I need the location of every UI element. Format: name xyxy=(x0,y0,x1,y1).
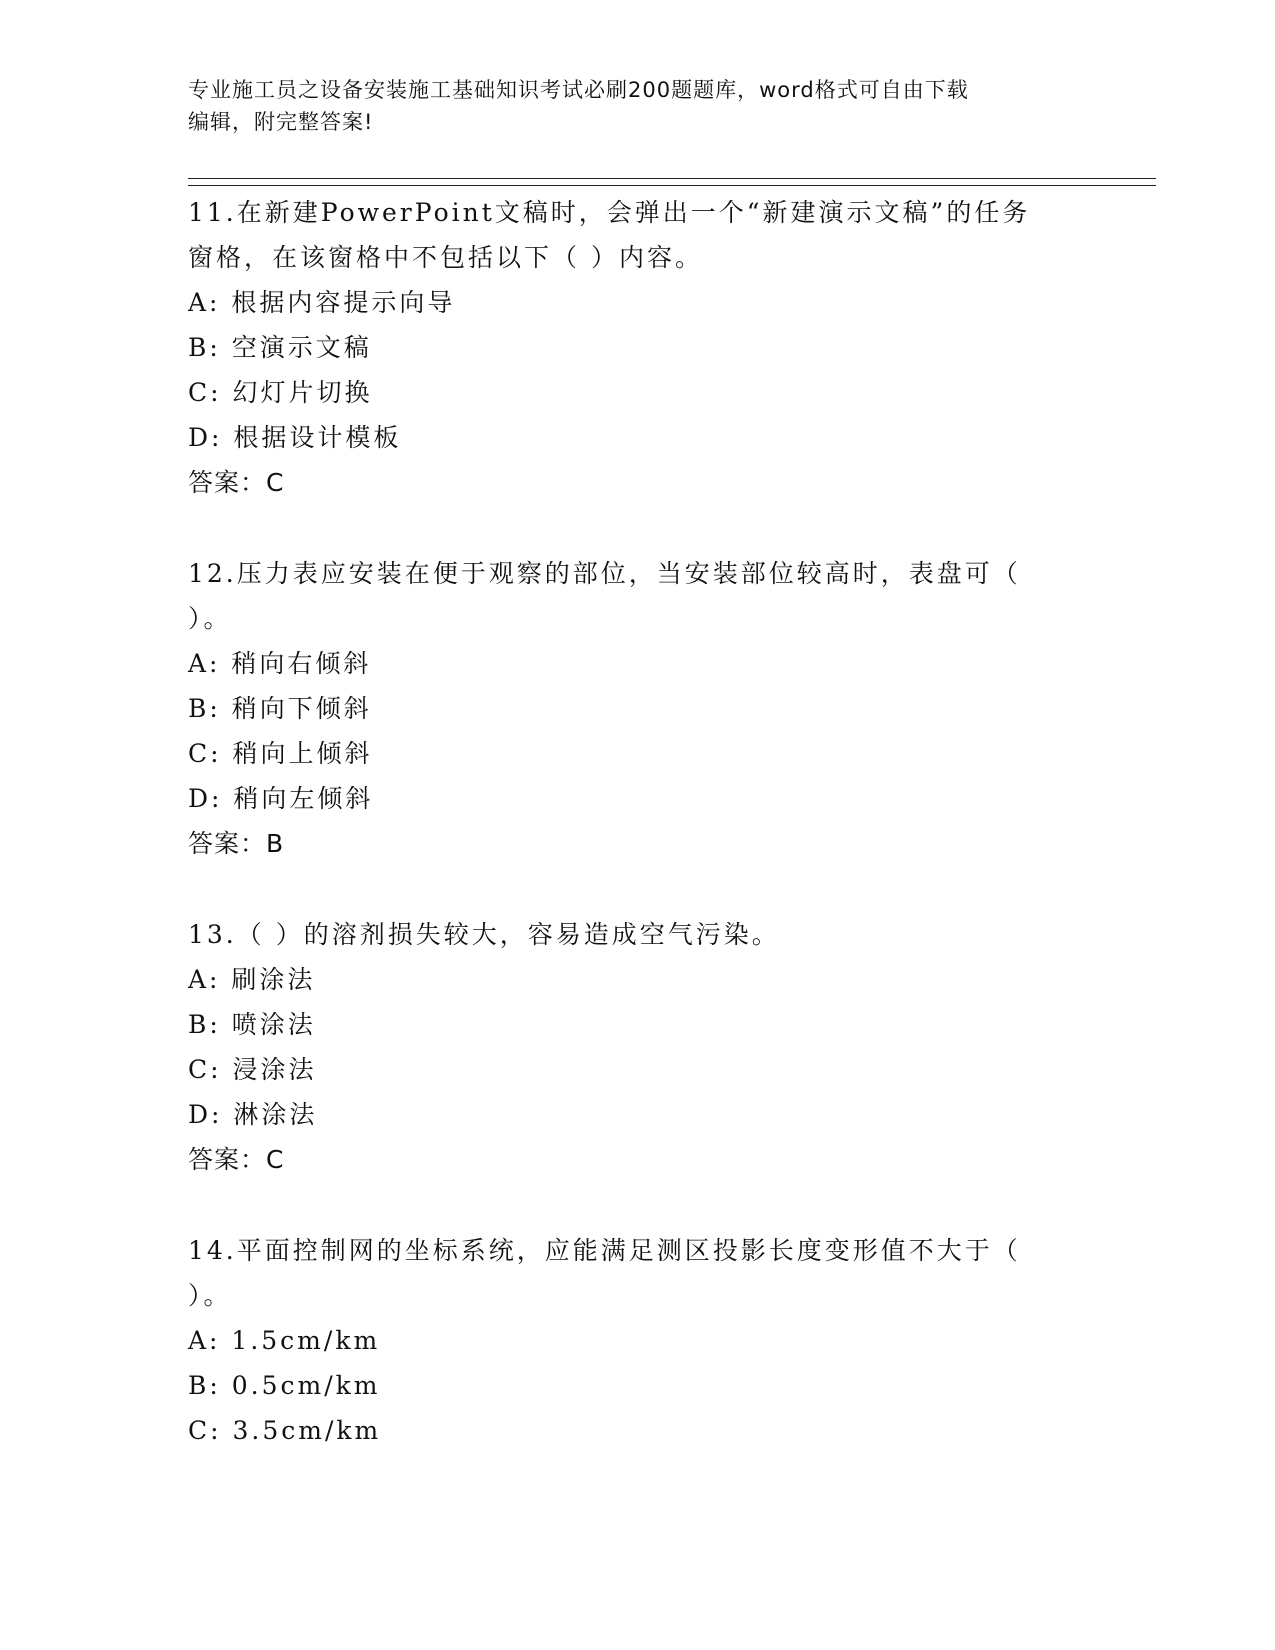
option-a: A: 刷涂法 xyxy=(188,965,316,994)
header-line-2: 编辑，附完整答案! xyxy=(188,110,374,134)
option-a: A: 1.5cm/km xyxy=(188,1326,381,1355)
question-13 xyxy=(188,912,1068,1182)
option-d: D: 根据设计模板 xyxy=(188,423,402,452)
option-c: C: 幻灯片切换 xyxy=(188,378,373,407)
question-14 xyxy=(188,1228,1068,1453)
option-b: B: 喷涂法 xyxy=(188,1010,316,1039)
answer: 答案：C xyxy=(188,1145,285,1174)
answer: 答案：B xyxy=(188,829,285,858)
header-divider xyxy=(188,178,1156,186)
header-line-1: 专业施工员之设备安装施工基础知识考试必刷200题题库，word格式可自由下载 xyxy=(188,78,969,102)
document-header xyxy=(188,74,1088,138)
option-c: C: 稍向上倾斜 xyxy=(188,739,373,768)
option-c: C: 浸涂法 xyxy=(188,1055,317,1084)
question-text-continued: 窗格，在该窗格中不包括以下（ ）内容。 xyxy=(188,243,703,272)
answer: 答案：C xyxy=(188,468,285,497)
question-text: 14.平面控制网的坐标系统，应能满足测区投影长度变形值不大于（ xyxy=(188,1236,1021,1265)
option-c: C: 3.5cm/km xyxy=(188,1416,382,1445)
option-d: D: 稍向左倾斜 xyxy=(188,784,374,813)
question-list xyxy=(188,190,1068,1499)
question-11 xyxy=(188,190,1068,505)
question-text: 11.在新建PowerPoint文稿时，会弹出一个“新建演示文稿”的任务 xyxy=(188,198,1031,227)
option-b: B: 稍向下倾斜 xyxy=(188,694,372,723)
question-text-continued: ）。 xyxy=(188,604,232,633)
option-b: B: 0.5cm/km xyxy=(188,1371,381,1400)
question-text-continued: ）。 xyxy=(188,1281,232,1310)
option-b: B: 空演示文稿 xyxy=(188,333,372,362)
question-text: 12.压力表应安装在便于观察的部位，当安装部位较高时，表盘可（ xyxy=(188,559,1021,588)
question-12 xyxy=(188,551,1068,866)
option-a: A: 稍向右倾斜 xyxy=(188,649,372,678)
option-a: A: 根据内容提示向导 xyxy=(188,288,456,317)
question-text: 13.（ ）的溶剂损失较大，容易造成空气污染。 xyxy=(188,920,780,949)
option-d: D: 淋涂法 xyxy=(188,1100,318,1129)
